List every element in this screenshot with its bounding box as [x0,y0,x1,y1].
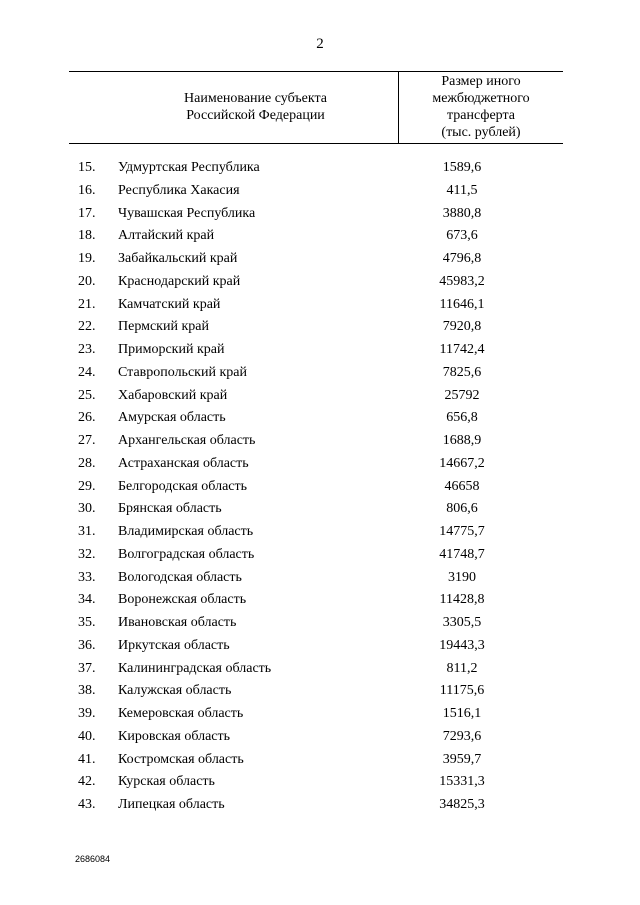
table-row [0,248,640,271]
region-name: Ставропольский край [118,364,247,380]
region-name: Забайкальский край [118,251,238,266]
region-name: Камчатский край [118,296,221,312]
row-number: 28. [78,455,96,471]
row-number: 17. [78,205,96,221]
table-header [69,71,563,144]
table-row [0,521,640,544]
table-row [0,316,640,339]
row-number: 21. [78,296,96,312]
transfer-amount: 811,2 [446,660,478,676]
region-name: Удмуртская Республика [118,160,260,175]
region-name: Калининградская область [118,660,272,676]
table-row [0,385,640,408]
transfer-amount: 3305,5 [442,615,482,630]
transfer-amount: 15331,3 [439,774,485,790]
transfer-amount: 806,6 [446,501,478,517]
table-row [0,612,640,635]
page-number: 2 [316,36,324,52]
table-row [0,339,640,362]
region-name: Иркутская область [118,637,230,653]
region-name: Архангельская область [118,433,256,448]
table-row [0,567,640,590]
row-number: 24. [78,364,96,380]
row-number: 19. [78,251,96,266]
transfer-amount: 656,8 [446,410,478,426]
row-number: 38. [78,683,96,699]
transfer-amount: 4796,8 [442,251,482,266]
table-row [0,726,640,749]
region-name: Алтайский край [118,228,215,244]
row-number: 16. [78,182,96,198]
transfer-amount: 11428,8 [439,592,485,608]
row-number: 29. [78,478,96,494]
transfer-amount: 3880,8 [442,205,482,221]
row-number: 15. [78,160,96,175]
row-number: 35. [78,615,96,630]
region-name: Ивановская область [118,615,237,630]
table-row [0,589,640,612]
table-row [0,476,640,499]
header-region-name [69,90,398,124]
region-name: Владимирская область [118,524,254,539]
table-row [0,658,640,681]
region-name: Кировская область [118,728,231,744]
header-amount-line: межбюджетного [432,91,530,106]
transfer-amount: 1516,1 [442,706,482,721]
table-row [0,703,640,726]
transfer-amount: 34825,3 [439,797,485,812]
table-row [0,271,640,294]
region-name: Астраханская область [118,455,249,471]
region-name: Воронежская область [118,592,247,608]
header-name-line: Российской Федерации [186,108,325,123]
transfer-amount: 41748,7 [439,546,485,562]
region-name: Брянская область [118,501,222,517]
region-name: Амурская область [118,410,226,426]
table-row [0,430,640,453]
row-number: 30. [78,501,96,517]
region-name: Волгоградская область [118,546,255,562]
row-number: 40. [78,728,96,744]
transfer-amount: 45983,2 [439,273,485,289]
region-name: Хабаровский край [118,387,228,403]
table-row [0,680,640,703]
row-number: 33. [78,569,96,585]
header-transfer-amount [399,73,563,141]
table-row [0,157,640,180]
region-name: Кемеровская область [118,706,244,721]
row-number: 42. [78,774,96,790]
header-amount-line: (тыс. рублей) [441,125,521,140]
region-name: Вологодская область [118,569,242,585]
transfer-amount: 673,6 [446,228,478,244]
region-name: Липецкая область [118,797,225,812]
row-number: 32. [78,546,96,562]
table-row [0,294,640,317]
row-number: 36. [78,637,96,653]
transfer-amount: 1589,6 [442,160,482,175]
transfer-amount: 7825,6 [442,364,482,380]
transfer-amount: 411,5 [446,182,478,198]
table-row [0,544,640,567]
region-name: Пермский край [118,319,209,335]
transfer-amount: 3959,7 [442,751,482,767]
header-name-line: Наименование субъекта [184,91,327,106]
transfer-amount: 1688,9 [442,433,482,448]
table-row [0,407,640,430]
document-code: 2686084 [75,854,111,864]
transfer-amount: 14667,2 [439,455,485,471]
transfer-amount: 11742,4 [439,342,485,357]
region-name: Чувашская Республика [118,205,256,221]
transfer-amount: 7293,6 [442,728,482,744]
region-name: Белгородская область [118,478,248,494]
transfer-amount: 46658 [444,478,480,494]
header-amount-line: трансферта [447,108,515,123]
row-number: 20. [78,273,96,289]
table-row [0,362,640,385]
region-name: Приморский край [118,342,225,357]
transfer-amount: 7920,8 [442,319,482,335]
region-name: Республика Хакасия [118,182,240,198]
transfer-amount: 19443,3 [439,637,485,653]
table-row [0,794,640,817]
row-number: 22. [78,319,96,335]
row-number: 25. [78,387,96,403]
table-row [0,180,640,203]
transfer-amount: 3190 [448,569,476,585]
row-number: 43. [78,797,96,812]
row-number: 27. [78,433,96,448]
transfer-amount: 11646,1 [439,296,485,312]
row-number: 34. [78,592,96,608]
row-number: 23. [78,342,96,357]
row-number: 41. [78,751,96,767]
region-name: Краснодарский край [118,273,241,289]
region-name: Костромская область [118,751,244,767]
transfer-amount: 14775,7 [439,524,485,539]
row-number: 31. [78,524,96,539]
table-row [0,498,640,521]
table-row [0,203,640,226]
table-body [0,157,640,817]
row-number: 37. [78,660,96,676]
row-number: 18. [78,228,96,244]
transfer-amount: 25792 [444,387,480,403]
transfer-amount: 11175,6 [439,683,485,699]
row-number: 26. [78,410,96,426]
table-row [0,453,640,476]
row-number: 39. [78,706,96,721]
table-row [0,635,640,658]
region-name: Курская область [118,774,215,790]
table-row [0,771,640,794]
table-row [0,749,640,772]
table-row [0,225,640,248]
header-amount-line: Размер иного [441,74,521,89]
region-name: Калужская область [118,683,232,699]
